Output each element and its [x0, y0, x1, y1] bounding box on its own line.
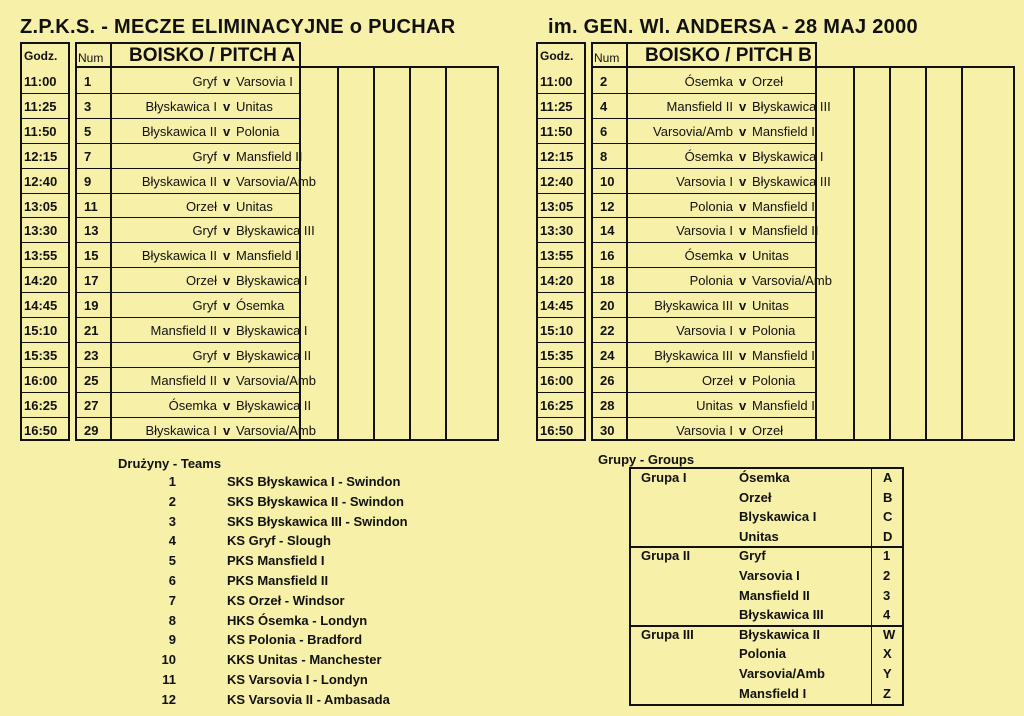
match-time: 16:50 [540, 422, 574, 438]
row-divider [77, 143, 299, 144]
match-time: 15:35 [24, 347, 58, 363]
versus-label: v [223, 223, 231, 239]
match-number: 10 [600, 173, 615, 189]
row-divider [593, 317, 815, 318]
away-team: Błyskawica III [752, 98, 831, 114]
row-divider [538, 292, 584, 293]
versus-label: v [739, 397, 747, 413]
row-divider [22, 292, 68, 293]
match-time: 12:15 [540, 148, 574, 164]
away-team: Unitas [236, 98, 273, 114]
match-time: 11:25 [540, 98, 573, 114]
group-code: W [883, 626, 896, 642]
result-divider [409, 68, 411, 441]
row-divider [77, 242, 299, 243]
match-time: 14:45 [24, 298, 58, 314]
team-number: 6 [168, 573, 176, 588]
match-time: 11:50 [24, 123, 57, 139]
row-divider [593, 168, 815, 169]
team-number: 10 [161, 652, 176, 668]
team-number: 5 [168, 553, 176, 569]
row-divider [593, 93, 815, 94]
home-team: Varsovia/Amb [653, 123, 733, 139]
row-divider [22, 118, 68, 119]
team-name: SKS Błyskawica I - Swindon [227, 474, 401, 489]
team-number: 9 [168, 632, 176, 648]
group-code: 2 [883, 568, 891, 583]
match-number: 9 [84, 173, 92, 189]
match-number: 13 [84, 223, 99, 239]
away-team: Mansfield II [236, 148, 303, 164]
match-time: 11:25 [24, 98, 57, 114]
group-team: Gryf [739, 548, 766, 564]
group-code: 3 [883, 587, 891, 603]
away-team: Unitas [236, 198, 273, 214]
num-header: Num [78, 51, 104, 65]
away-team: Ósemka [236, 298, 285, 314]
versus-label: v [739, 223, 747, 239]
versus-label: v [739, 148, 747, 164]
group-team: Błyskawica III [739, 607, 824, 623]
group-code: Y [883, 666, 892, 681]
row-divider [593, 417, 815, 418]
match-number: 25 [84, 372, 99, 388]
group-code: C [883, 509, 893, 525]
row-divider [77, 93, 299, 94]
match-number: 28 [600, 397, 615, 413]
match-number: 12 [600, 198, 615, 214]
match-time: 14:20 [24, 273, 58, 289]
groups-title: Grupy - Groups [598, 452, 695, 467]
row-divider [538, 417, 584, 418]
match-number: 2 [600, 74, 608, 89]
match-time: 13:55 [24, 248, 58, 264]
home-team: Varsovia I [676, 323, 733, 338]
versus-label: v [739, 74, 747, 89]
group-team: Mansfield II [739, 587, 810, 603]
match-time: 16:00 [540, 372, 574, 388]
group-code: Z [883, 685, 891, 701]
match-number: 3 [84, 98, 92, 114]
versus-label: v [739, 372, 747, 388]
row-divider [22, 342, 68, 343]
away-team: Unitas [752, 248, 789, 264]
versus-label: v [223, 347, 231, 363]
row-divider [22, 242, 68, 243]
row-divider [22, 93, 68, 94]
away-team: Orzeł [752, 74, 784, 89]
home-team: Mansfield II [666, 98, 733, 114]
home-team: Gryf [192, 223, 217, 239]
match-time: 16:00 [24, 372, 58, 388]
versus-label: v [223, 273, 231, 289]
row-divider [593, 292, 815, 293]
match-time: 13:30 [24, 223, 58, 239]
team-name: PKS Mansfield II [227, 573, 329, 588]
home-team: Gryf [192, 74, 217, 89]
home-team: Ósemka [684, 74, 733, 89]
match-number: 22 [600, 323, 615, 338]
row-divider [77, 367, 299, 368]
home-team: Mansfield II [150, 323, 217, 338]
row-divider [77, 217, 299, 218]
match-number: 16 [600, 248, 615, 264]
row-divider [77, 292, 299, 293]
team-number: 12 [161, 691, 176, 707]
row-divider [593, 367, 815, 368]
home-team: Polonia [689, 198, 733, 214]
match-time: 14:45 [540, 298, 574, 314]
group-team: Polonia [739, 646, 786, 662]
match-number: 8 [600, 148, 608, 164]
home-team: Błyskawica II [141, 123, 217, 139]
team-number: 7 [168, 592, 176, 608]
row-divider [538, 193, 584, 194]
row-divider [77, 267, 299, 268]
row-divider [593, 143, 815, 144]
group-code: X [883, 646, 892, 662]
away-team: Polonia [752, 372, 796, 388]
versus-label: v [223, 323, 231, 338]
row-divider [538, 143, 584, 144]
away-team: Błyskawica II [236, 397, 312, 413]
group-code: 4 [883, 607, 891, 623]
match-number: 24 [600, 347, 615, 363]
match-number: 14 [600, 223, 615, 239]
row-divider [593, 242, 815, 243]
team-name: KS Polonia - Bradford [227, 632, 363, 648]
match-time: 13:30 [540, 223, 574, 239]
result-box [815, 66, 1015, 441]
code-divider [871, 467, 872, 706]
away-team: Mansfield I [752, 123, 815, 139]
versus-label: v [223, 397, 231, 413]
team-number: 1 [168, 474, 176, 489]
versus-label: v [739, 198, 747, 214]
result-divider [925, 68, 927, 441]
match-time: 15:10 [24, 323, 58, 338]
group-code: A [883, 470, 893, 485]
versus-label: v [223, 198, 231, 214]
row-divider [77, 317, 299, 318]
home-team: Błyskawica I [145, 422, 217, 438]
home-team: Orzeł [185, 198, 217, 214]
match-time: 11:50 [540, 123, 573, 139]
row-divider [22, 217, 68, 218]
row-divider [593, 118, 815, 119]
versus-label: v [223, 74, 231, 89]
versus-label: v [739, 323, 747, 338]
team-name: KS Varsovia I - Londyn [227, 672, 368, 687]
home-team: Błyskawica II [141, 173, 217, 189]
home-team: Ósemka [684, 148, 733, 164]
result-box [299, 66, 499, 441]
result-divider [373, 68, 375, 441]
row-divider [538, 317, 584, 318]
away-team: Błyskawica III [752, 173, 831, 189]
group-code: D [883, 528, 893, 544]
match-time: 12:40 [24, 173, 58, 189]
home-team: Gryf [192, 148, 217, 164]
away-team: Varsovia/Amb [752, 273, 832, 289]
match-number: 30 [600, 422, 615, 438]
team-name: KS Orzeł - Windsor [227, 592, 345, 608]
match-number: 1 [84, 74, 92, 89]
versus-label: v [223, 173, 231, 189]
num-header: Num [594, 51, 620, 65]
title-right: im. GEN. Wl. ANDERSA - 28 MAJ 2000 [548, 16, 918, 38]
match-number: 27 [84, 397, 99, 413]
versus-label: v [739, 422, 747, 438]
time-header: Godz. [540, 49, 574, 63]
match-number: 17 [84, 273, 99, 289]
away-team: Mansfield I [752, 347, 815, 363]
row-divider [22, 267, 68, 268]
versus-label: v [223, 298, 231, 314]
group-team: Błyskawica II [739, 626, 820, 642]
team-name: KKS Unitas - Manchester [227, 652, 382, 668]
home-team: Varsovia I [676, 173, 733, 189]
row-divider [77, 193, 299, 194]
time-header: Godz. [24, 49, 58, 63]
away-team: Mansfield I [752, 198, 815, 214]
match-number: 29 [84, 422, 99, 438]
title-left: Z.P.K.S. - MECZE ELIMINACYJNE o PUCHAR [20, 16, 456, 38]
match-number: 18 [600, 273, 615, 289]
versus-label: v [739, 347, 747, 363]
result-divider [853, 68, 855, 441]
away-team: Mansfield I [752, 397, 815, 413]
away-team: Varsovia/Amb [236, 372, 316, 388]
home-team: Ósemka [684, 248, 733, 264]
group-team: Varsovia/Amb [739, 666, 825, 681]
row-divider [538, 392, 584, 393]
row-divider [538, 168, 584, 169]
versus-label: v [739, 298, 747, 314]
group-code: B [883, 489, 893, 505]
row-divider [77, 342, 299, 343]
team-number: 3 [168, 513, 176, 529]
row-divider [22, 417, 68, 418]
group-team: Ósemka [739, 470, 790, 485]
versus-label: v [739, 248, 747, 264]
away-team: Varsovia I [236, 74, 293, 89]
team-name: SKS Błyskawica III - Swindon [227, 513, 408, 529]
row-divider [593, 217, 815, 218]
pitch-title: BOISKO / PITCH A [129, 45, 296, 66]
match-number: 26 [600, 372, 615, 388]
away-team: Polonia [236, 123, 280, 139]
match-number: 4 [600, 98, 608, 114]
match-time: 11:00 [540, 74, 573, 89]
row-divider [22, 193, 68, 194]
row-divider [593, 267, 815, 268]
away-team: Błyskawica III [236, 223, 315, 239]
row-divider [22, 317, 68, 318]
result-divider [337, 68, 339, 441]
home-team: Gryf [192, 347, 217, 363]
match-time: 11:00 [24, 74, 57, 89]
match-number: 20 [600, 298, 615, 314]
team-name: HKS Ósemka - Londyn [227, 612, 368, 628]
versus-label: v [223, 123, 231, 139]
match-time: 15:35 [540, 347, 574, 363]
team-number: 4 [168, 533, 176, 549]
away-team: Błyskawica I [236, 323, 308, 338]
match-time: 13:55 [540, 248, 574, 264]
versus-label: v [739, 273, 747, 289]
away-team: Varsovia/Amb [236, 173, 316, 189]
group-name: Grupa II [641, 548, 691, 564]
group-team: Blyskawica I [739, 509, 817, 525]
match-time: 15:10 [540, 323, 574, 338]
row-divider [538, 267, 584, 268]
group-team: Unitas [739, 528, 779, 544]
away-team: Błyskawica I [236, 273, 308, 289]
match-number: 7 [84, 148, 92, 164]
match-time: 13:05 [24, 198, 58, 214]
home-team: Unitas [696, 397, 733, 413]
row-divider [22, 168, 68, 169]
home-team: Mansfield II [150, 372, 217, 388]
match-number: 5 [84, 123, 92, 139]
result-divider [889, 68, 891, 441]
match-time: 14:20 [540, 273, 574, 289]
home-team: Ósemka [168, 397, 217, 413]
match-number: 23 [84, 347, 99, 363]
row-divider [77, 118, 299, 119]
home-team: Błyskawica I [145, 98, 217, 114]
match-time: 16:25 [540, 397, 574, 413]
team-name: SKS Błyskawica II - Swindon [227, 493, 404, 509]
row-divider [538, 342, 584, 343]
away-team: Błyskawica I [752, 148, 824, 164]
match-time: 13:05 [540, 198, 574, 214]
group-code: 1 [883, 548, 891, 564]
home-team: Błyskawica III [654, 347, 733, 363]
row-divider [593, 392, 815, 393]
team-number: 11 [162, 672, 176, 687]
away-team: Varsovia/Amb [236, 422, 316, 438]
away-team: Mansfield I [236, 248, 299, 264]
match-number: 19 [84, 298, 99, 314]
row-divider [538, 242, 584, 243]
row-divider [77, 392, 299, 393]
row-divider [538, 367, 584, 368]
group-name: Grupa I [641, 470, 687, 485]
versus-label: v [739, 98, 747, 114]
home-team: Polonia [689, 273, 733, 289]
pitch-title: BOISKO / PITCH B [645, 45, 812, 66]
versus-label: v [739, 173, 747, 189]
team-name: KS Gryf - Slough [227, 533, 331, 549]
match-number: 6 [600, 123, 608, 139]
versus-label: v [223, 248, 231, 264]
group-team: Mansfield I [739, 685, 807, 701]
row-divider [22, 143, 68, 144]
row-divider [77, 168, 299, 169]
match-time: 12:15 [24, 148, 58, 164]
row-divider [22, 367, 68, 368]
home-team: Gryf [192, 298, 217, 314]
match-number: 11 [84, 198, 98, 214]
home-team: Varsovia I [676, 223, 733, 239]
home-team: Orzeł [701, 372, 733, 388]
match-time: 16:25 [24, 397, 58, 413]
result-divider [961, 68, 963, 441]
versus-label: v [223, 422, 231, 438]
row-divider [538, 93, 584, 94]
team-name: KS Varsovia II - Ambasada [227, 691, 390, 707]
match-number: 15 [84, 248, 99, 264]
teams-title: Drużyny - Teams [118, 456, 222, 471]
home-team: Varsovia I [676, 422, 733, 438]
team-number: 2 [168, 493, 176, 509]
result-divider [445, 68, 447, 441]
home-team: Błyskawica III [654, 298, 733, 314]
versus-label: v [223, 148, 231, 164]
away-team: Mansfield II [752, 223, 819, 239]
row-divider [538, 217, 584, 218]
away-team: Unitas [752, 298, 789, 314]
group-name: Grupa III [641, 626, 694, 642]
versus-label: v [739, 123, 747, 139]
away-team: Błyskawica II [236, 347, 312, 363]
home-team: Błyskawica II [141, 248, 217, 264]
row-divider [538, 118, 584, 119]
match-time: 16:50 [24, 422, 58, 438]
row-divider [22, 392, 68, 393]
match-time: 12:40 [540, 173, 574, 189]
team-number: 8 [168, 612, 176, 628]
row-divider [593, 342, 815, 343]
home-team: Orzeł [185, 273, 217, 289]
away-team: Orzeł [752, 422, 784, 438]
match-number: 21 [84, 323, 99, 338]
group-team: Orzeł [739, 489, 772, 505]
row-divider [593, 193, 815, 194]
versus-label: v [223, 372, 231, 388]
group-team: Varsovia I [739, 568, 800, 583]
row-divider [77, 417, 299, 418]
team-name: PKS Mansfield I [227, 553, 325, 569]
versus-label: v [223, 98, 231, 114]
away-team: Polonia [752, 323, 796, 338]
